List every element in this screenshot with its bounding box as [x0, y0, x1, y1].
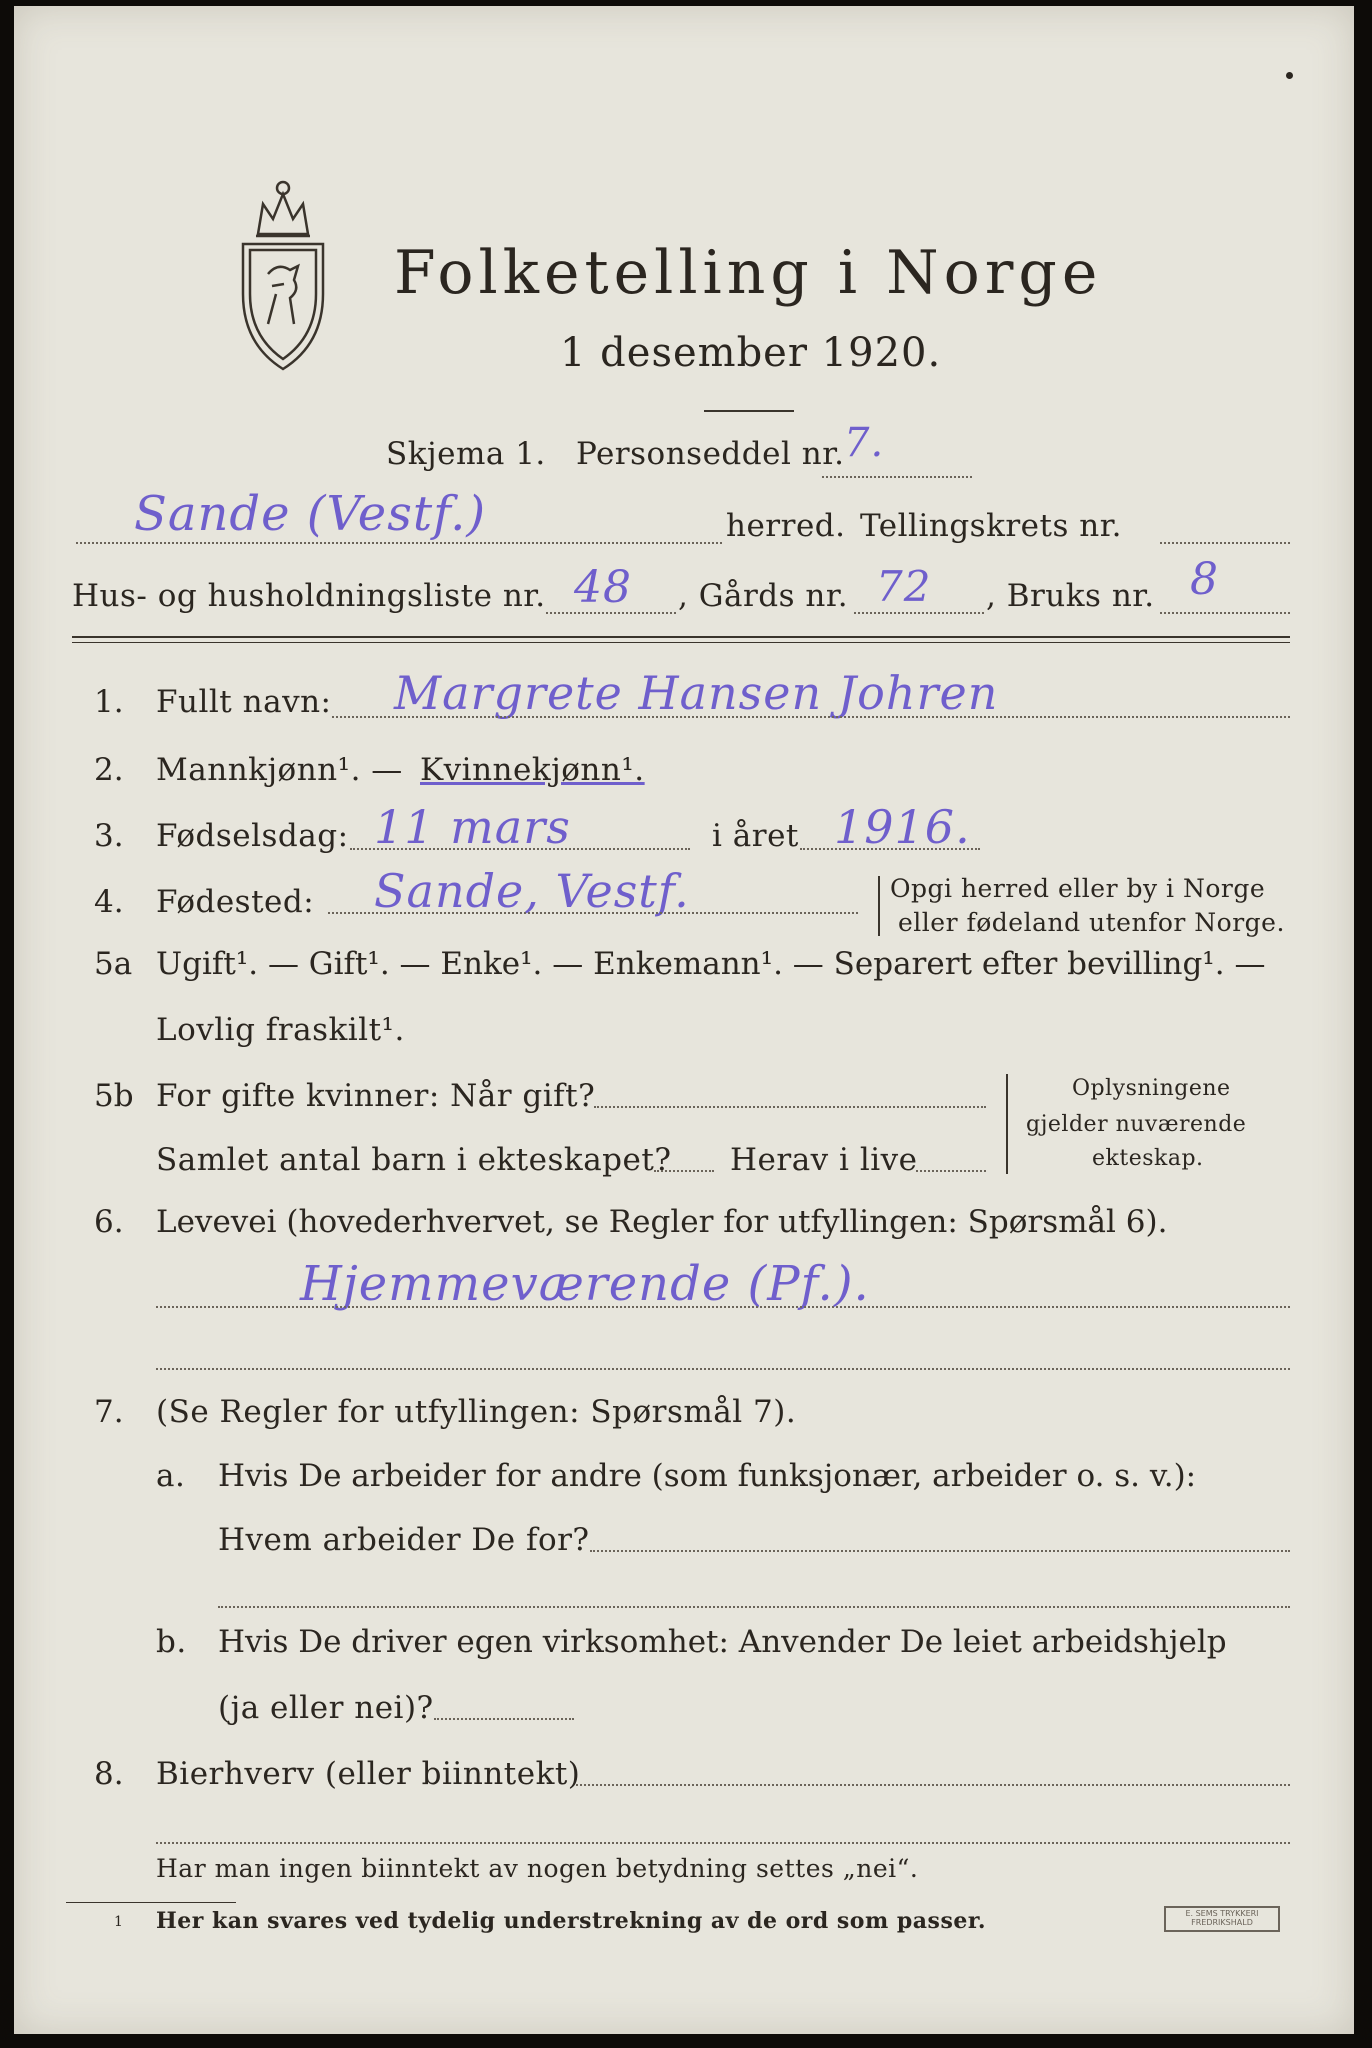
q4-line: [328, 912, 858, 914]
q6-line2: [156, 1368, 1290, 1370]
herred-line: [76, 542, 722, 544]
tellingskrets-line: [1160, 542, 1290, 544]
bruks-label: , Bruks nr.: [986, 578, 1155, 614]
q4-number: 4.: [94, 884, 124, 920]
q1-number: 1.: [94, 684, 124, 720]
q8-line: [576, 1784, 1290, 1786]
ink-dot: [1286, 72, 1293, 79]
q5a-number: 5a: [94, 946, 133, 982]
q6-label: Levevei (hovederhvervet, se Regler for utfyllingen: Spørsmål 6).: [156, 1204, 1168, 1240]
header-divider: [72, 636, 1290, 638]
printer-stamp: E. SEMS TRYKKERI FREDRIKSHALD: [1164, 1906, 1280, 1932]
bruks-value: 8: [1190, 554, 1219, 605]
q5b-note-line3: ekteskap.: [1092, 1146, 1204, 1171]
q3-value: 11 mars: [374, 800, 571, 854]
q4-brace: [878, 876, 880, 936]
footer-note: Har man ingen biinntekt av nogen betydning settes „nei“.: [156, 1854, 919, 1883]
q3-year-value: 1916.: [834, 800, 971, 854]
q5b-note-line1: Oplysningene: [1072, 1076, 1231, 1101]
q3-year-label: i året: [712, 818, 799, 854]
q2-number: 2.: [94, 752, 124, 788]
census-form: [14, 6, 1354, 2034]
schema-label: Skjema 1.: [386, 436, 546, 472]
q3-number: 3.: [94, 818, 124, 854]
q7b-line: [434, 1718, 574, 1720]
herred-label: herred.: [726, 508, 846, 544]
q7b-line1: Hvis De driver egen virksomhet: Anvender De leiet arbeidshjelp: [218, 1624, 1227, 1660]
q7a-line1: Hvis De arbeider for andre (som funksjonær, arbeider o. s. v.):: [218, 1458, 1197, 1494]
husliste-value: 48: [574, 562, 632, 613]
coat-of-arms-icon: [228, 174, 338, 376]
footnote-text: Her kan svares ved tydelig understrekning av de ord som passer.: [156, 1908, 987, 1934]
title-divider: [704, 410, 794, 412]
gards-value: 72: [876, 562, 932, 611]
q2-male-option: Mannkjønn¹. —: [156, 752, 403, 788]
q7b-letter: b.: [156, 1624, 187, 1660]
q7a-line: [590, 1550, 1290, 1552]
q6-number: 6.: [94, 1204, 124, 1240]
q3-line: [350, 848, 690, 850]
personseddel-label: Personseddel nr.: [576, 436, 845, 472]
q2-female-option: Kvinnekjønn¹.: [420, 752, 645, 788]
q5b-line2: Samlet antal barn i ekteskapet?: [156, 1142, 672, 1178]
q4-note-line1: Opgi herred eller by i Norge: [890, 874, 1266, 903]
q5b-note-line2: gjelder nuværende: [1026, 1112, 1247, 1137]
q8-label: Bierhverv (eller biinntekt): [156, 1756, 581, 1792]
q5b-number: 5b: [94, 1078, 134, 1114]
q8-line-extra: [156, 1842, 1290, 1844]
q5a-line1: Ugift¹. — Gift¹. — Enke¹. — Enkemann¹. — Separert efter bevilling¹. —: [156, 946, 1266, 982]
q5b-alive-label: Herav i live: [730, 1142, 918, 1178]
q1-line: [332, 716, 1290, 718]
gards-line: [854, 612, 984, 614]
q7a-line-extra: [218, 1606, 1290, 1608]
q3-label: Fødselsdag:: [156, 818, 349, 854]
census-date: 1 desember 1920.: [560, 330, 942, 376]
q5b-children-line: [654, 1170, 714, 1172]
q5b-line1: For gifte kvinner: Når gift?: [156, 1078, 596, 1114]
husliste-label: Hus- og husholdningsliste nr.: [72, 578, 546, 614]
husliste-line: [546, 612, 676, 614]
q4-value: Sande, Vestf.: [374, 864, 690, 918]
footnote-divider: [66, 1902, 236, 1903]
herred-value: Sande (Vestf.): [134, 486, 487, 542]
bruks-line: [1160, 612, 1290, 614]
q7-label: (Se Regler for utfyllingen: Spørsmål 7).: [156, 1394, 797, 1430]
q7a-line2: Hvem arbeider De for?: [218, 1522, 590, 1558]
q7-number: 7.: [94, 1394, 124, 1430]
q7b-line2: (ja eller nei)?: [218, 1690, 434, 1726]
footnote-number: 1: [114, 1914, 123, 1930]
q4-note-line2: eller fødeland utenfor Norge.: [898, 908, 1285, 937]
personseddel-value: 7.: [844, 420, 885, 466]
q5b-married-line: [594, 1106, 986, 1108]
q5b-alive-line: [916, 1170, 986, 1172]
q3-year-line: [800, 848, 980, 850]
q8-number: 8.: [94, 1756, 124, 1792]
q1-value: Margrete Hansen Johren: [394, 666, 999, 720]
personseddel-line: [822, 476, 972, 478]
q5a-line2: Lovlig fraskilt¹.: [156, 1012, 405, 1048]
q5b-brace: [1006, 1074, 1008, 1174]
q7a-letter: a.: [156, 1458, 186, 1494]
q6-line1: [156, 1306, 1290, 1308]
gards-label: , Gårds nr.: [678, 578, 849, 614]
q6-value: Hjemmeværende (Pf.).: [300, 1256, 870, 1312]
tellingskrets-label: Tellingskrets nr.: [860, 508, 1122, 544]
q4-label: Fødested:: [156, 884, 315, 920]
form-title: Folketelling i Norge: [394, 238, 1103, 308]
q1-label: Fullt navn:: [156, 684, 332, 720]
header-divider-2: [72, 642, 1290, 643]
